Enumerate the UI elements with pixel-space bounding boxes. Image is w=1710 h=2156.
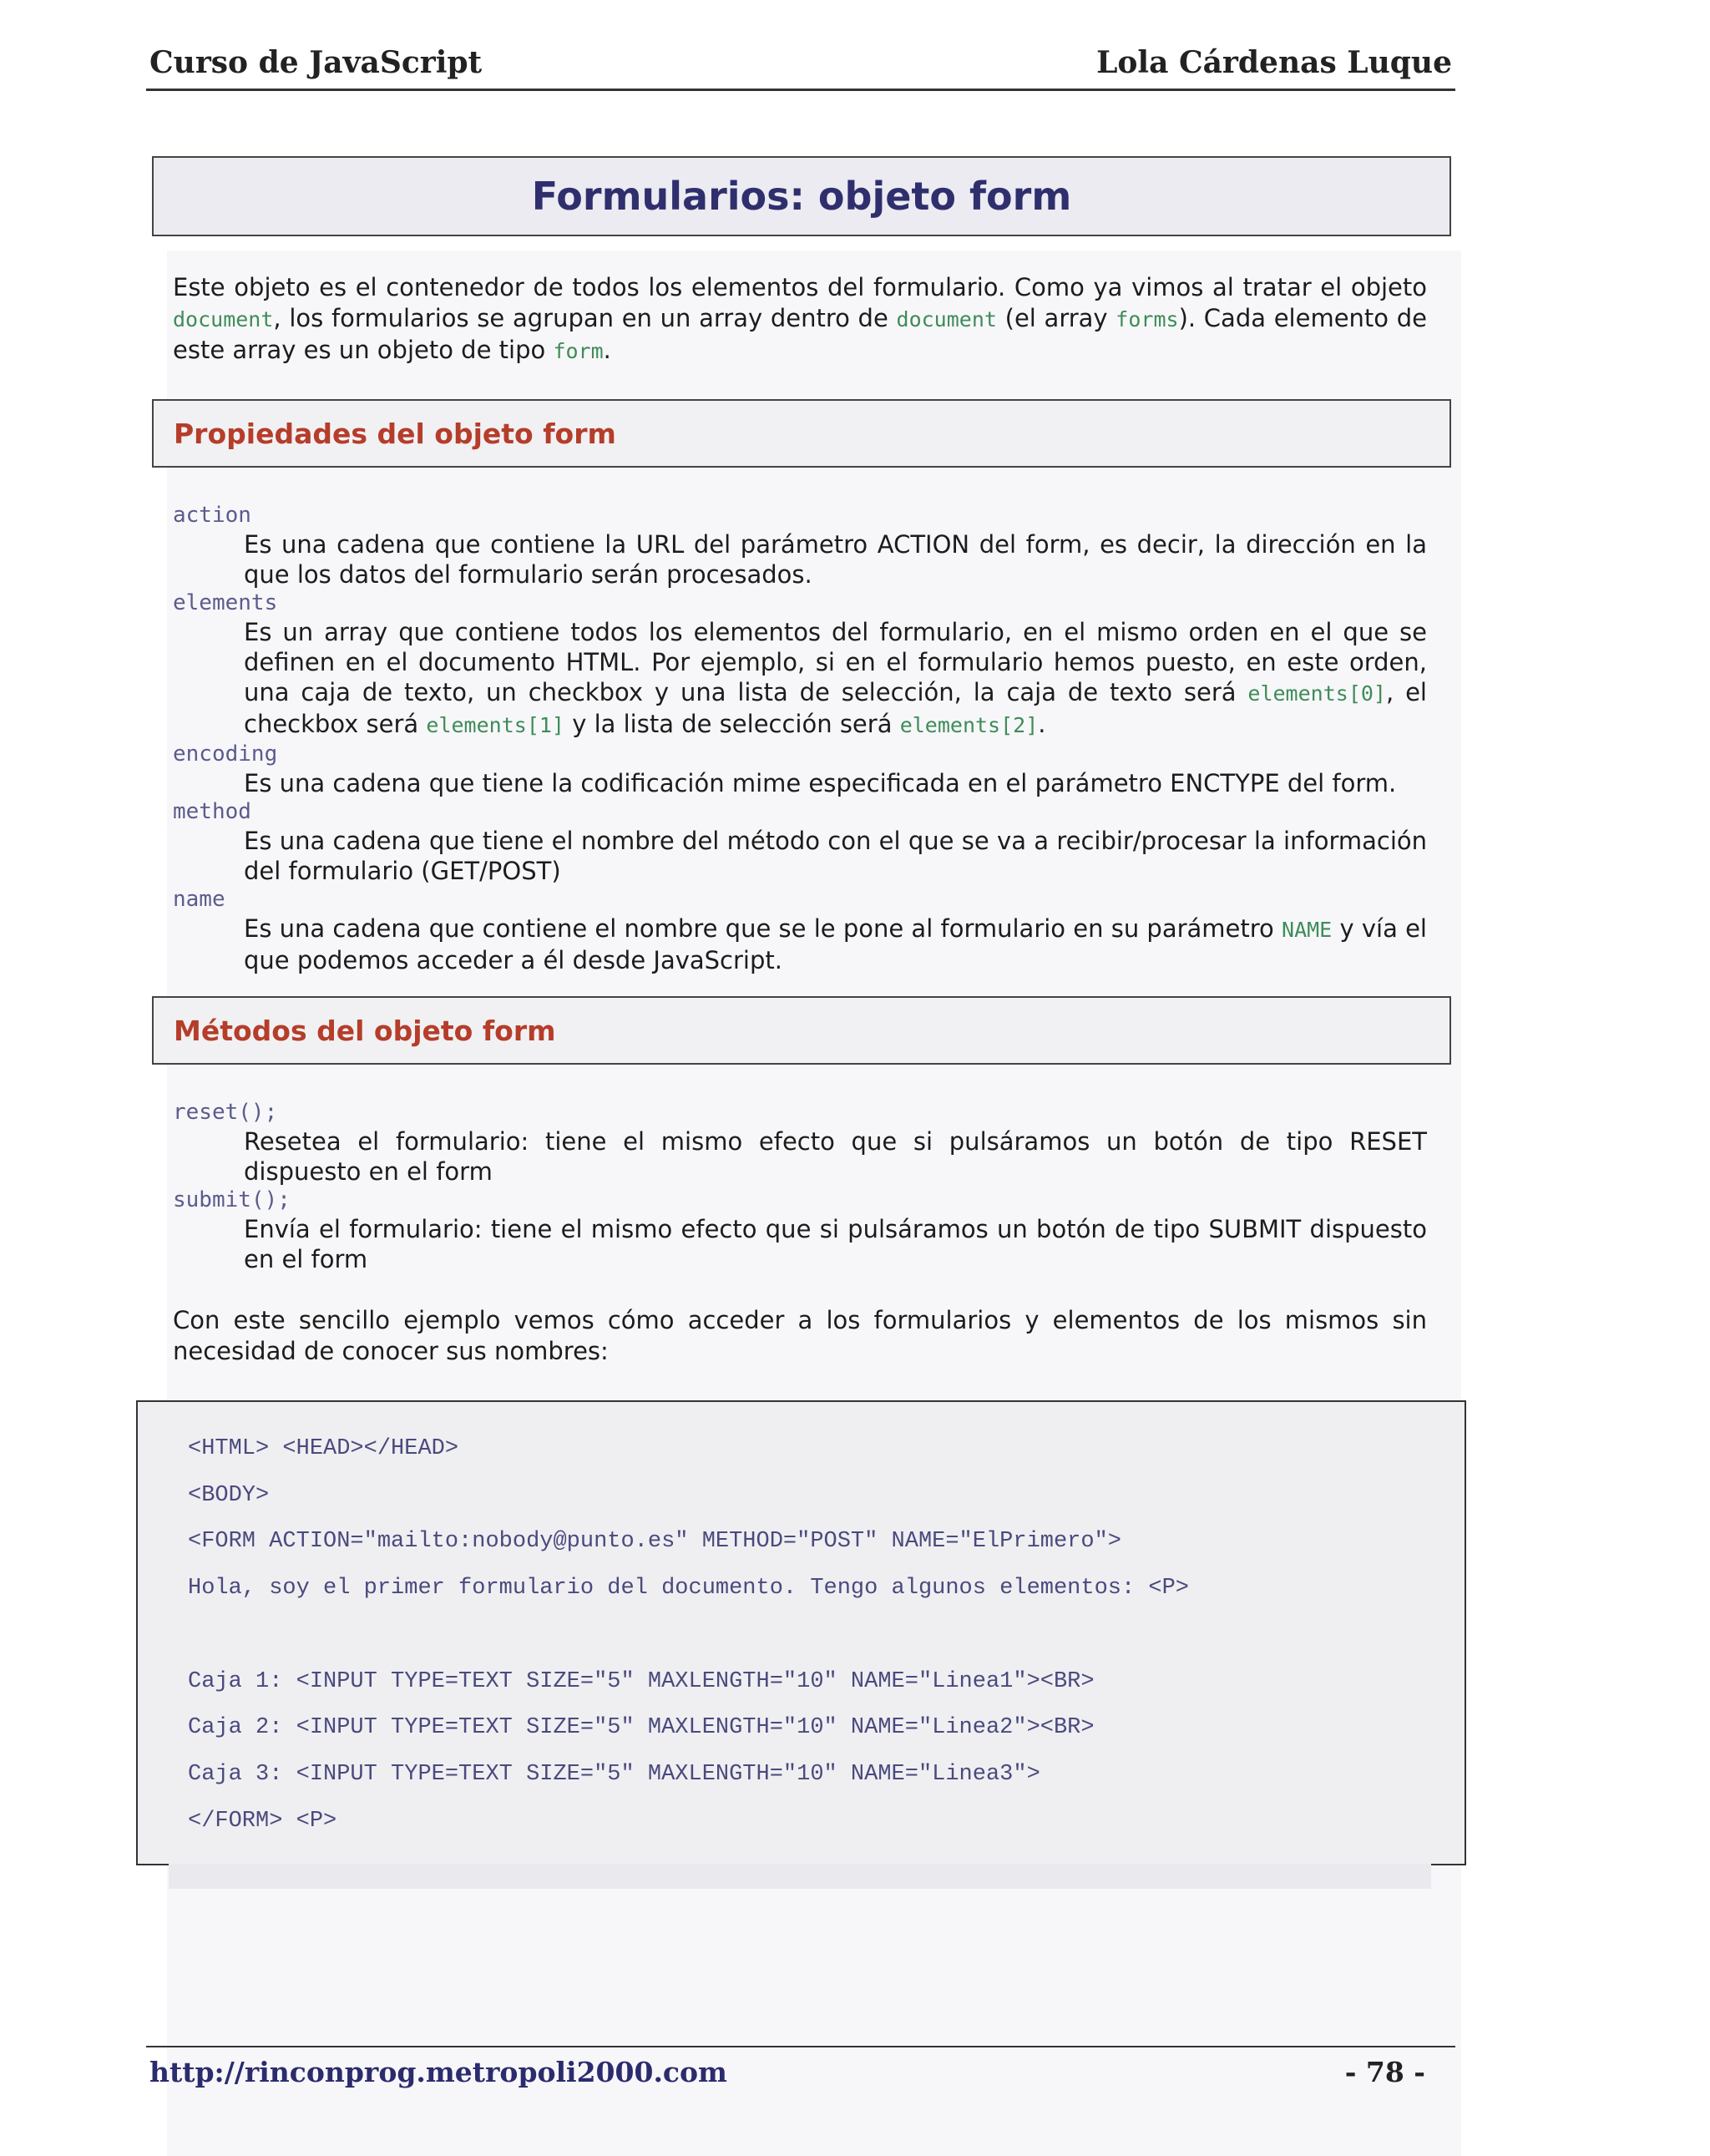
- property-desc-encoding: Es una cadena que tiene la codificación mime especificada en el parámetro ENCTYPE del form.: [244, 769, 1397, 797]
- code-box-shadow: [169, 1864, 1431, 1889]
- code-line: <FORM ACTION="mailto:nobody@punto.es" METHOD="POST" NAME="ElPrimero">: [188, 1529, 1121, 1554]
- elements-code-0: elements[0]: [1247, 681, 1386, 706]
- intro-paragraph: [173, 272, 1427, 367]
- page-title: Formularios: objeto form: [531, 174, 1072, 219]
- property-term-elements: elements: [173, 590, 278, 615]
- elements-desc-text-2: , el checkbox será: [244, 678, 1427, 738]
- code-line: </FORM> <P>: [188, 1809, 337, 1834]
- method-desc-submit: Envía el formulario: tiene el mismo efecto que si pulsáramos un botón de tipo SUBMIT dispuesto en el form: [244, 1215, 1427, 1273]
- methods-heading-box: [152, 996, 1451, 1065]
- footer-url-link[interactable]: http://rinconprog.metropoli2000.com: [149, 2056, 727, 2088]
- intro-code-document-1: document: [173, 307, 274, 331]
- methods-heading: Métodos del objeto form: [174, 1015, 556, 1047]
- elements-desc-text-1: Es un array que contiene todos los elementos del formulario, en el mismo orden en el que se definen en el documento HTML. Por ejemplo, si en el formulario hemos puesto, en este orden, una caja de texto, un checkbox y una lista de selección, la caja de texto será: [244, 618, 1427, 706]
- properties-heading-box: [152, 399, 1451, 468]
- property-term-encoding: encoding: [173, 741, 278, 767]
- method-desc-reset: Resetea el formulario: tiene el mismo efecto que si pulsáramos un botón de tipo RESET dispuesto en el form: [244, 1127, 1427, 1186]
- property-desc-elements: [244, 617, 1427, 741]
- property-desc-method: Es una cadena que tiene el nombre del método con el que se va a recibir/procesar la información del formulario (GET/POST): [244, 827, 1427, 885]
- property-term-action: action: [173, 503, 251, 528]
- intro-code-document-2: document: [896, 307, 997, 331]
- header-author: Lola Cárdenas Luque: [1096, 45, 1452, 80]
- code-line: <HTML> <HEAD></HEAD>: [188, 1436, 459, 1461]
- elements-desc-text-3: y la lista de selección será: [564, 710, 900, 738]
- code-line: Hola, soy el primer formulario del documento. Tengo algunos elementos: <P>: [188, 1576, 1189, 1601]
- code-line: Caja 3: <INPUT TYPE=TEXT SIZE="5" MAXLENGTH="10" NAME="Linea3">: [188, 1762, 1040, 1787]
- code-line: <BODY>: [188, 1483, 270, 1508]
- methods-list: [173, 1099, 1427, 1274]
- elements-code-1: elements[1]: [426, 713, 564, 737]
- code-line: Caja 1: <INPUT TYPE=TEXT SIZE="5" MAXLENGTH="10" NAME="Linea1"><BR>: [188, 1669, 1095, 1694]
- example-intro-paragraph: Con este sencillo ejemplo vemos cómo acceder a los formularios y elementos de los mismos sin necesidad de conocer sus nombres:: [173, 1306, 1427, 1365]
- page-number: - 78 -: [1344, 2056, 1425, 2088]
- name-desc-text-2: y vía el que podemos acceder a él desde JavaScript.: [244, 914, 1427, 974]
- property-term-name: name: [173, 887, 225, 912]
- method-term-submit: submit();: [173, 1187, 291, 1212]
- intro-text-3: (el array: [996, 304, 1116, 332]
- intro-text-4: ). Cada elemento de este array es un objeto de tipo: [173, 304, 1427, 364]
- code-line: Caja 2: <INPUT TYPE=TEXT SIZE="5" MAXLENGTH="10" NAME="Linea2"><BR>: [188, 1715, 1095, 1740]
- properties-list: [173, 502, 1427, 975]
- name-code: NAME: [1282, 918, 1333, 942]
- elements-desc-text-4: .: [1038, 710, 1046, 738]
- intro-code-forms: forms: [1116, 307, 1179, 331]
- property-term-method: method: [173, 799, 251, 824]
- page-header: [146, 42, 1455, 91]
- intro-text-5: .: [603, 336, 611, 364]
- intro-text-1: Este objeto es el contenedor de todos los elementos del formulario. Como ya vimos al tratar el objeto: [173, 273, 1427, 301]
- page-footer: [146, 2046, 1455, 2098]
- method-term-reset: reset();: [173, 1100, 278, 1125]
- intro-code-form: form: [553, 339, 604, 363]
- intro-text-2: , los formularios se agrupan en un array dentro de: [273, 304, 897, 332]
- elements-code-2: elements[2]: [899, 713, 1039, 737]
- properties-heading: Propiedades del objeto form: [174, 418, 616, 450]
- name-desc-text-1: Es una cadena que contiene el nombre que se le pone al formulario en su parámetro: [244, 914, 1282, 943]
- property-desc-action: Es una cadena que contiene la URL del parámetro ACTION del form, es decir, la dirección en la que los datos del formulario serán procesados.: [244, 530, 1427, 589]
- code-example-box: [136, 1400, 1466, 1865]
- section-title-box: [152, 156, 1451, 236]
- property-desc-name: [244, 914, 1427, 975]
- header-course-title: Curso de JavaScript: [149, 45, 483, 80]
